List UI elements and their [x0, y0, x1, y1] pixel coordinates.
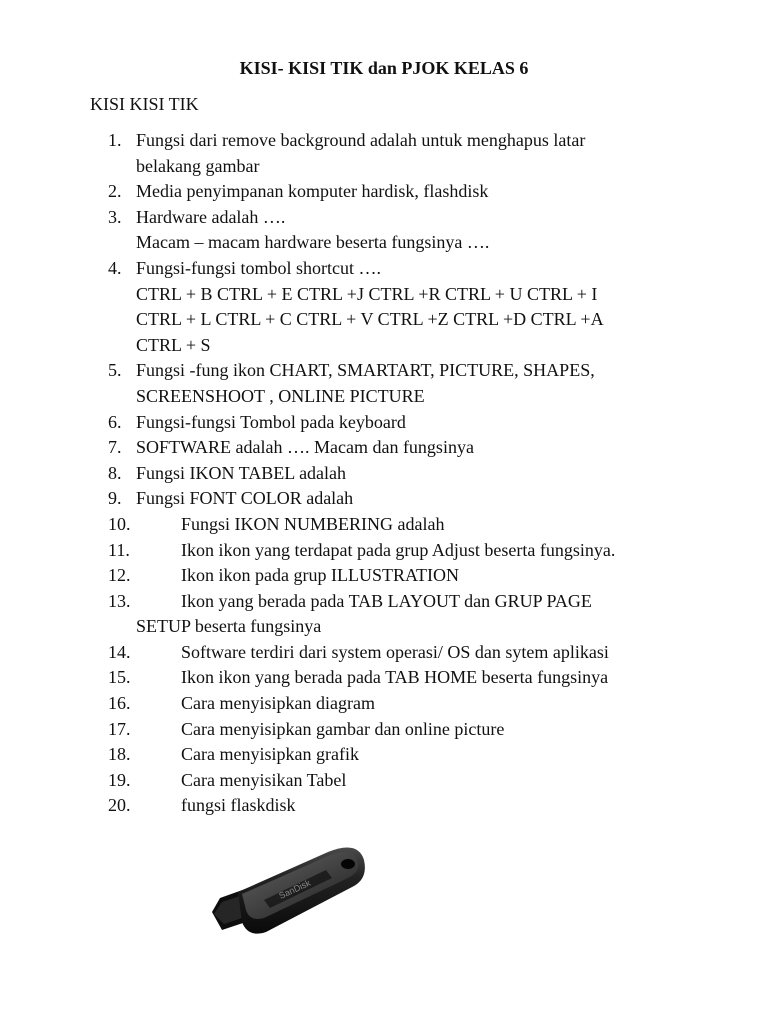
list-item [0, 793, 768, 819]
list-item [0, 128, 768, 179]
list-item-number: 18. [108, 744, 131, 765]
list-item-text: belakang gambar [136, 155, 260, 176]
list-item-text: Fungsi dari remove background adalah untuk menghapus latar [136, 130, 586, 150]
list-item-number: 2. [108, 181, 122, 202]
list-item-number: 1. [108, 130, 122, 150]
list-item-text: Ikon ikon pada grup ILLUSTRATION [181, 565, 459, 586]
section-heading: KISI KISI TIK [90, 94, 199, 114]
list-item-text: SOFTWARE adalah …. Macam dan fungsinya [136, 437, 474, 458]
list-item-number: 3. [108, 206, 122, 227]
list-item-text: Fungsi IKON TABEL adalah [136, 462, 347, 483]
list-item [0, 256, 768, 358]
list-item-number: 7. [108, 437, 122, 458]
list-item [0, 538, 768, 564]
list-item-number: 19. [108, 769, 131, 790]
list-item [0, 665, 768, 691]
list-item [0, 358, 768, 409]
list-item-number: 4. [108, 257, 122, 278]
list-item [0, 179, 768, 205]
list-item-text: Hardware adalah …. [136, 206, 286, 227]
question-list [0, 128, 768, 819]
list-item [0, 461, 768, 487]
list-item-text: SCREENSHOOT , ONLINE PICTURE [136, 385, 425, 406]
list-item-number: 13. [108, 590, 131, 611]
list-item-number: 17. [108, 718, 131, 739]
list-item-number: 20. [108, 795, 131, 816]
list-item [0, 563, 768, 589]
list-item-number: 14. [108, 641, 131, 662]
list-item-text: Fungsi -fung ikon CHART, SMARTART, PICTURE, SHAPES, [136, 360, 595, 381]
list-item-text: Cara menyisipkan grafik [181, 744, 359, 765]
list-item-text: CTRL + L CTRL + C CTRL + V CTRL +Z CTRL +D CTRL +A [136, 309, 604, 330]
list-item-number: 5. [108, 360, 122, 381]
list-item-text: Fungsi FONT COLOR adalah [136, 488, 354, 509]
list-item [0, 435, 768, 461]
list-item-text: Software terdiri dari system operasi/ OS dan sytem aplikasi [181, 641, 609, 662]
list-item-number: 10. [108, 513, 131, 534]
list-item-text: Fungsi IKON NUMBERING adalah [181, 513, 445, 534]
document-title: KISI- KISI TIK dan PJOK KELAS 6 [239, 58, 529, 78]
list-item [0, 589, 768, 640]
list-item-text: Cara menyisikan Tabel [181, 769, 347, 790]
list-item-text: Fungsi-fungsi tombol shortcut …. [136, 257, 382, 278]
list-item-text: SETUP beserta fungsinya [136, 616, 322, 637]
list-item-text: Ikon ikon yang berada pada TAB HOME beserta fungsinya [181, 667, 609, 688]
list-item-text: CTRL + B CTRL + E CTRL +J CTRL +R CTRL + U CTRL + I [136, 283, 598, 304]
usb-flashdisk-icon [208, 834, 368, 940]
list-item [0, 640, 768, 666]
list-item [0, 691, 768, 717]
list-item [0, 742, 768, 768]
list-item-text: Ikon yang berada pada TAB LAYOUT dan GRUP PAGE [181, 590, 592, 611]
list-item-text: Fungsi-fungsi Tombol pada keyboard [136, 411, 406, 432]
list-item-number: 11. [108, 539, 130, 560]
list-item-number: 16. [108, 693, 131, 714]
list-item [0, 410, 768, 436]
list-item-text: fungsi flaskdisk [181, 795, 296, 816]
list-item [0, 486, 768, 512]
svg-text:SanDisk: SanDisk [277, 877, 313, 901]
list-item [0, 512, 768, 538]
list-item [0, 717, 768, 743]
list-item [0, 768, 768, 794]
list-item-number: 6. [108, 411, 122, 432]
list-item-text: Cara menyisipkan diagram [181, 693, 375, 714]
list-item [0, 205, 768, 256]
list-item-text: Cara menyisipkan gambar dan online picture [181, 718, 505, 739]
list-item-text: Media penyimpanan komputer hardisk, flashdisk [136, 181, 489, 202]
list-item-number: 8. [108, 462, 122, 483]
list-item-text: CTRL + S [136, 334, 211, 355]
list-item-text: Macam – macam hardware beserta fungsinya …. [136, 232, 490, 253]
list-item-number: 12. [108, 565, 131, 586]
list-item-number: 15. [108, 667, 131, 688]
list-item-text: Ikon ikon yang terdapat pada grup Adjust beserta fungsinya. [181, 539, 616, 560]
list-item-number: 9. [108, 488, 122, 509]
